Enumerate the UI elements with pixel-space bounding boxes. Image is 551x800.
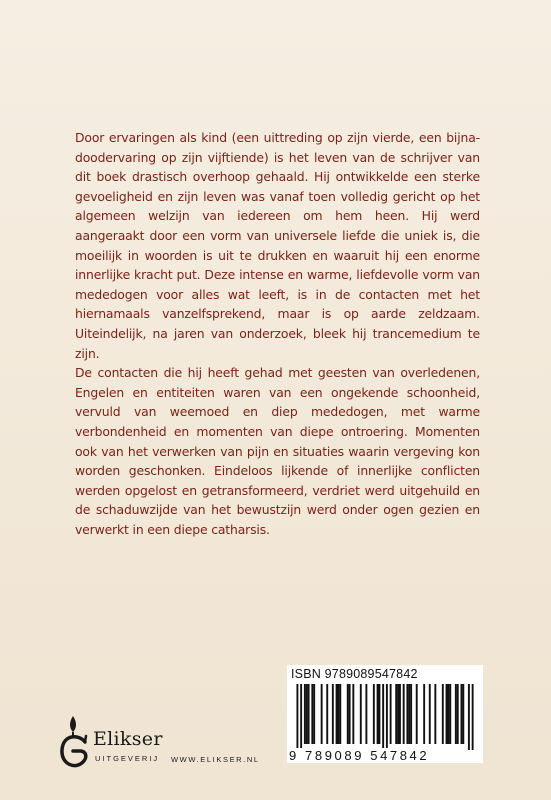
barcode-bar bbox=[429, 684, 431, 744]
isbn-label: ISBN 9789089547842 bbox=[291, 667, 418, 681]
barcode-bar bbox=[382, 684, 384, 750]
barcode-bar bbox=[377, 684, 379, 744]
barcode-bar bbox=[308, 684, 310, 744]
barcode-bar bbox=[397, 684, 399, 744]
barcode-bar bbox=[326, 684, 328, 744]
barcode-bar bbox=[406, 684, 408, 744]
barcode-bar bbox=[300, 684, 302, 750]
publisher-website: WWW.ELIKSER.NL bbox=[171, 755, 260, 764]
barcode-bar bbox=[449, 684, 451, 744]
barcode-bar bbox=[311, 684, 313, 744]
barcode-bar bbox=[304, 684, 306, 744]
barcode-bar bbox=[446, 684, 448, 744]
barcode-bar bbox=[339, 684, 341, 744]
publisher-name: Elikser bbox=[93, 728, 163, 750]
barcode-bar bbox=[468, 684, 470, 750]
blurb-paragraph-1: Door ervaringen als kind (een uittreding op zijn vierde, een bijna-doodervaring op zijn vijftiende) is het leven van de schrijver van dit boek drastisch overhoop gehaald. Hij ontwikkelde een sterke gevoeligheid en zijn leven was vanaf toen volledig gericht op het algemeen welzijn van iedereen om hem heen. Hij werd aangeraakt door een vorm van universele liefde die uniek is, die moeilijk in woorden is uit te drukken en waaruit hij een enorme innerlijke kracht put. Deze intense en warme, liefdevolle vorm van mededogen voor alles wat leeft, is in de contacten met het hiernamaals vanzelfsprekend, maar is op aarde zeldzaam. Uiteindelijk, na jaren van onderzoek, bleek hij trancemedium te zijn. bbox=[75, 130, 480, 361]
publisher-emblem-icon bbox=[55, 712, 91, 772]
barcode-bar bbox=[313, 684, 315, 744]
barcode-bar bbox=[461, 684, 463, 744]
barcode-bar bbox=[349, 684, 351, 744]
barcode-bar bbox=[390, 684, 392, 744]
barcode-bar bbox=[416, 684, 418, 744]
barcode-bar bbox=[321, 684, 323, 744]
blurb-paragraph-2: De contacten die hij heeft gehad met geesten van overledenen, Engelen en entiteiten waren van een ongekende schoonheid, vervuld van weemoed en diep mededogen, met warme verbondenheid en momenten van diepe ontroering. Momenten ook van het verwerken van pijn en situaties waarin vergeving kon worden geschonken. Eindeloos lijkende of innerlijke conflicten werden opgelost en getransformeerd, verdriet werd uitgehuild en de schaduwzijde van het bewustzijn werd onder ogen gezien en verwerkt in een diepe catharsis. bbox=[75, 365, 480, 537]
back-cover-blurb bbox=[75, 128, 480, 539]
barcode-bar bbox=[399, 684, 401, 744]
barcode-bar bbox=[423, 684, 425, 744]
barcode-bar bbox=[365, 684, 367, 744]
barcode-bar bbox=[395, 684, 397, 744]
barcode-bar bbox=[386, 684, 388, 750]
barcode-bar bbox=[447, 684, 449, 744]
barcode-bar bbox=[462, 684, 464, 744]
barcode-bar bbox=[306, 684, 308, 744]
barcode-bar bbox=[378, 684, 380, 744]
barcode-bar bbox=[472, 684, 474, 750]
barcode-bar bbox=[332, 684, 334, 744]
barcode-bar bbox=[457, 684, 459, 744]
barcode-bar bbox=[442, 684, 444, 744]
barcode-bar bbox=[403, 684, 405, 744]
barcode-bar bbox=[410, 684, 412, 744]
barcode bbox=[289, 684, 481, 750]
barcode-bar bbox=[352, 684, 354, 744]
barcode-bar bbox=[296, 684, 298, 750]
barcode-bar bbox=[408, 684, 410, 744]
barcode-digits: 9 789089 547842 bbox=[289, 748, 430, 763]
barcode-bar bbox=[373, 684, 375, 744]
barcode-bar bbox=[434, 684, 436, 744]
barcode-bar bbox=[455, 684, 457, 744]
publisher-subtitle: UITGEVERIJ bbox=[95, 754, 160, 763]
barcode-bar bbox=[347, 684, 349, 744]
barcode-bar bbox=[337, 684, 339, 744]
barcode-bar bbox=[360, 684, 362, 744]
barcode-bar bbox=[336, 684, 338, 744]
